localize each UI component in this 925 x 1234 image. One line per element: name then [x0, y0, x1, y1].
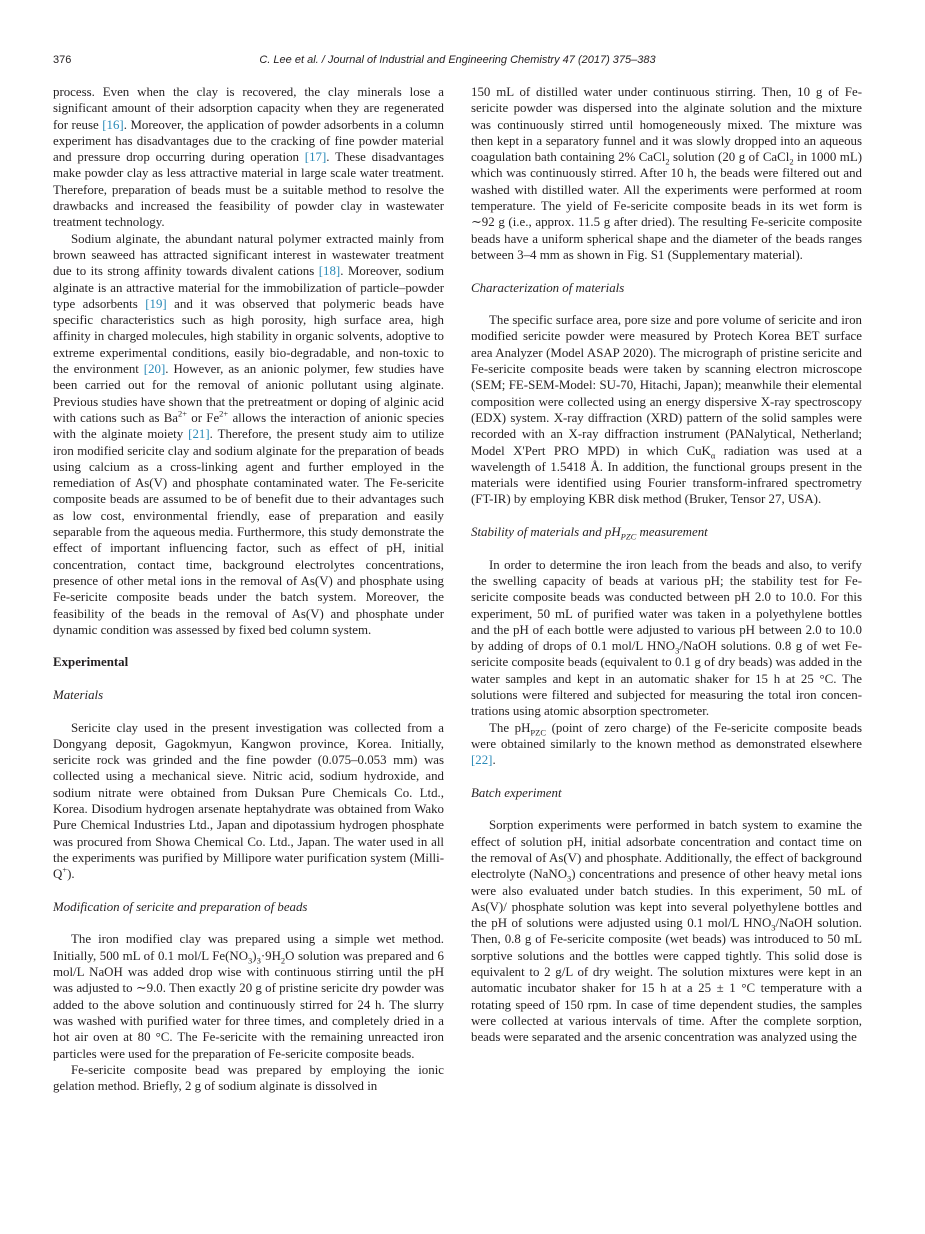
paragraph: 150 mL of distilled water under continuous stirring. Then, 10 g of Fe-sericite powder was dispersed into the alginate solution and the mixture was continuously stirred until homogeneously mixed. The mixture was then kept in a separatory funnel and it was slowly dropped into an aqueous coagulation bath containing 2% CaCl$_2$ solution (20 g of CaCl$_2$ in 1000 mL) which was continuously stirred. After 10 h, the beads were filtered out and washed with distilled water. All the experiments were performed at room temperature. The yield of Fe-sericite composite beads in its wet form is ∼92 g (i.e., approx. 11.5 g after dried). The resulting Fe-sericite composite beads have a uniform spherical shape and the diameter of the beads ranges between 3–4 mm as shown in Fig. S1 (Supplementary material). — [471, 85, 862, 262]
citation-link[interactable]: [22] — [471, 753, 493, 768]
subsection-heading: Characterization of materials — [471, 280, 625, 295]
paragraph: The specific surface area, pore size and pore volume of sericite and iron modified sericite powder were measured by Protech Korea BET surface area Analyzer (Model ASAP 2020). The micrograph of pristine sericite and Fe-sericite composite beads were taken by scanning electron microscope (SEM; FE-SEM-Model: SU-70, Hitachi, Japan); meanwhile their elemental composition were collected using an energy dispersive X-ray spectroscopy (EDX) system. X-ray diffraction (XRD) pattern of the solid samples were recorded with an X-ray diffraction instrument (PANalytical, Netherland; Model X'Pert PRO MPD) in which CuK$_\alpha$ radiation was used at a wavelength of 1.5418 Å. In addition, the functional groups present in the materials were identified using Fourier transform-infrared spectrometry (FT-IR) by employing KBR disk method (Bruker, Tensor 27, USA). — [471, 313, 862, 507]
subsection-heading: Materials — [53, 687, 104, 702]
citation-link[interactable]: [20] — [143, 362, 166, 377]
page-header — [53, 54, 862, 70]
left-column — [53, 84, 444, 1094]
citation-link[interactable]: [16] — [102, 117, 124, 132]
running-head: C. Lee et al. / Journal of Industrial and Engineering Chemistry 47 (2017) 375–383 — [259, 54, 656, 66]
paragraph: process. Even when the clay is recovered, the clay minerals lose a significant amount of their adsorption capacity when they are regenerated for reuse [16]. Moreover, the application of powder adsorbents in a column experiment has disadvantages due to the cracking of fine powder material and pressure drop occurring during operation [17]. These disadvantages make powder clay as less attractive material in large scale water treatment. Therefore, preparation of beads must be a suitable method to resolve the drawbacks and increased the feasibility of powder clay in wastewater treatment technology. — [53, 85, 444, 230]
paragraph: The iron modified clay was prepared using a simple wet method. Initially, 500 mL of 0.1 mol/L $Fe(NO_3)_3\cdot 9H_2O$ solution was prepared and 6 mol/L NaOH was added drop wise with continuous stirring until the pH was adjusted to ∼9.0. Then exactly 20 g of pristine sericite dry powder was added to the above solution and continuously stirred for 24 h. The slurry was washed with purified water for three times, and completely dried in a hot air oven at 80 °C. The Fe-sericite with the remaining unreacted iron particles were used for the preparation of Fe-sericite composite beads. — [53, 932, 445, 1061]
paragraph: Sorption experiments were performed in batch system to examine the effect of solution pH, initial adsorbate concentration and contact time on the removal of As(V) and phosphate. Additionally, the effect of background electrolyte (NaNO$_3$) concentrations and presence of other heavy metal ions were also evaluated under batch studies. In this experiment, 50 mL of As(V)/ phosphate solution was kept into several polyethylene bottles and the pH of solutions were adjusted using 0.1 mol/L $HNO_3$/NaOH solution. Then, 0.8 g of Fe-sericite composite (wet beads) was introduced to 50 mL sorptive solutions and the bottles were capped tightly. This solid dose is equivalent to 2 g/L of dry weight. The solution mixtures were kept in an automatic incubator shaker for 15 h at a 25 ± 1 °C temperature with a rotating speed of 150 rpm. In case of time dependent studies, the samples were collected at various intervals of time. After the complete sorption, beads were separated and the arsenic concentration was analyzed using the — [471, 818, 863, 1045]
citation-link[interactable]: [21] — [188, 427, 210, 442]
paragraph: Sericite clay used in the present investigation was collected from a Dongyang deposit, Gagokmyun, Kangwon province, Korea. Initially, sericite rock was grinded and the fine powder (0.075–0.053 mm) was collected using a mechanical sieve. Nitric acid, sodium hydroxide, and sodium nitrate were obtained from Duksan Pure Chemicals Co. Ltd., Korea. Disodium hydrogen arsenate heptahydrate was obtained from Wako Pure Chemical Industries Ltd., Japan and dipotassium hydrogen phosphate was procured from Showa Chemical Co. Ltd., Japan. The water used in all the experiments was purified by Millipore water purification system (Milli-Q+). — [53, 720, 444, 882]
page-number: 376 — [53, 54, 72, 66]
paragraph: The $pH_{PZC}$ (point of zero charge) of the Fe-sericite composite beads were obtained similarly to the known method as demonstrated elsewhere [22]. — [471, 720, 862, 768]
subsection-heading: Stability of materials and $pH_{PZC}$ measurement — [471, 525, 708, 542]
subsection-heading: Batch experiment — [471, 785, 562, 800]
paragraph: Sodium alginate, the abundant natural polymer extracted mainly from brown seaweed has attracted significant interest in wastewater treatment due to its strong affinity towards divalent cations [18]. Moreover, sodium alginate is an attractive material for the immobilization of particle–powder type adsorbents [19] and it was observed that polymeric beads have specific characteristics such as high porosity, high surface area, high affinity in charged molecules, high stability in organic solvents, adoptive to extreme experimental conditions, easily bio-degradable, and non-toxic to the environment [20]. However, as an anionic polymer, few studies have been carried out for the removal of anionic pollutant using alginate. Previous studies have shown that the pretreatment or doping of alginic acid with cations such as $Ba^{2+}$ or $Fe^{2+}$ allows the interaction of anionic species with the alginate moiety [21]. Therefore, the present study aim to utilize iron modified sericite clay and sodium alginate for the preparation of beads using calcium as a cross-linking agent and further employed in the remediation of As(V) and phosphate contaminated water. The Fe-sericite composite beads are assumed to be of benefit due to their advantages such as low cost, environmental friendly, ease of preparation and easily separable from the aqueous media. Furthermore, this study demonstrate the effect of important influencing factor, such as effect of pH, initial concentration, contact time, background electrolytes concentrations, presence of other metal ions in the removal of As(V) and phosphate using Fe-sericite composite beads under the batch system. Moreover, the feasibility of the beads in the removal of As(V) and phosphate under dynamic condition was assessed by fixed bed column system. — [53, 231, 445, 637]
right-column — [471, 84, 862, 1046]
paragraph: Fe-sericite composite bead was prepared by employing the ionic gelation method. Briefly, 2 g of sodium alginate is dissolved in — [53, 1062, 444, 1094]
paragraph: In order to determine the iron leach from the beads and also, to verify the swelling capacity of beads at various pH; the stability test for Fe-sericite composite beads was conducted between pH 2.0 to 10.0. For this experiment, 50 mL of purified water was taken in a polyethylene bottles and the pH of each bottle were adjusted to various pH between 2.0 to 10.0 by adding of drops of 0.1 mol/L $HNO_3$/NaOH solutions. 0.8 g of wet Fe-sericite composite beads (equivalent to 0.1 g of dry beads) was added in the water samples and kept in an automatic shaker for 15 h at 25 °C. The solutions were filtered and subjected for measuring the total iron concentrations using atomic absorption spectrometer. — [471, 557, 862, 719]
subsection-heading: Modification of sericite and preparation of beads — [53, 899, 308, 914]
citation-link[interactable]: [19] — [145, 296, 167, 311]
section-heading: Experimental — [53, 655, 129, 670]
citation-link[interactable]: [18] — [318, 264, 341, 279]
citation-link[interactable]: [17] — [304, 150, 327, 165]
